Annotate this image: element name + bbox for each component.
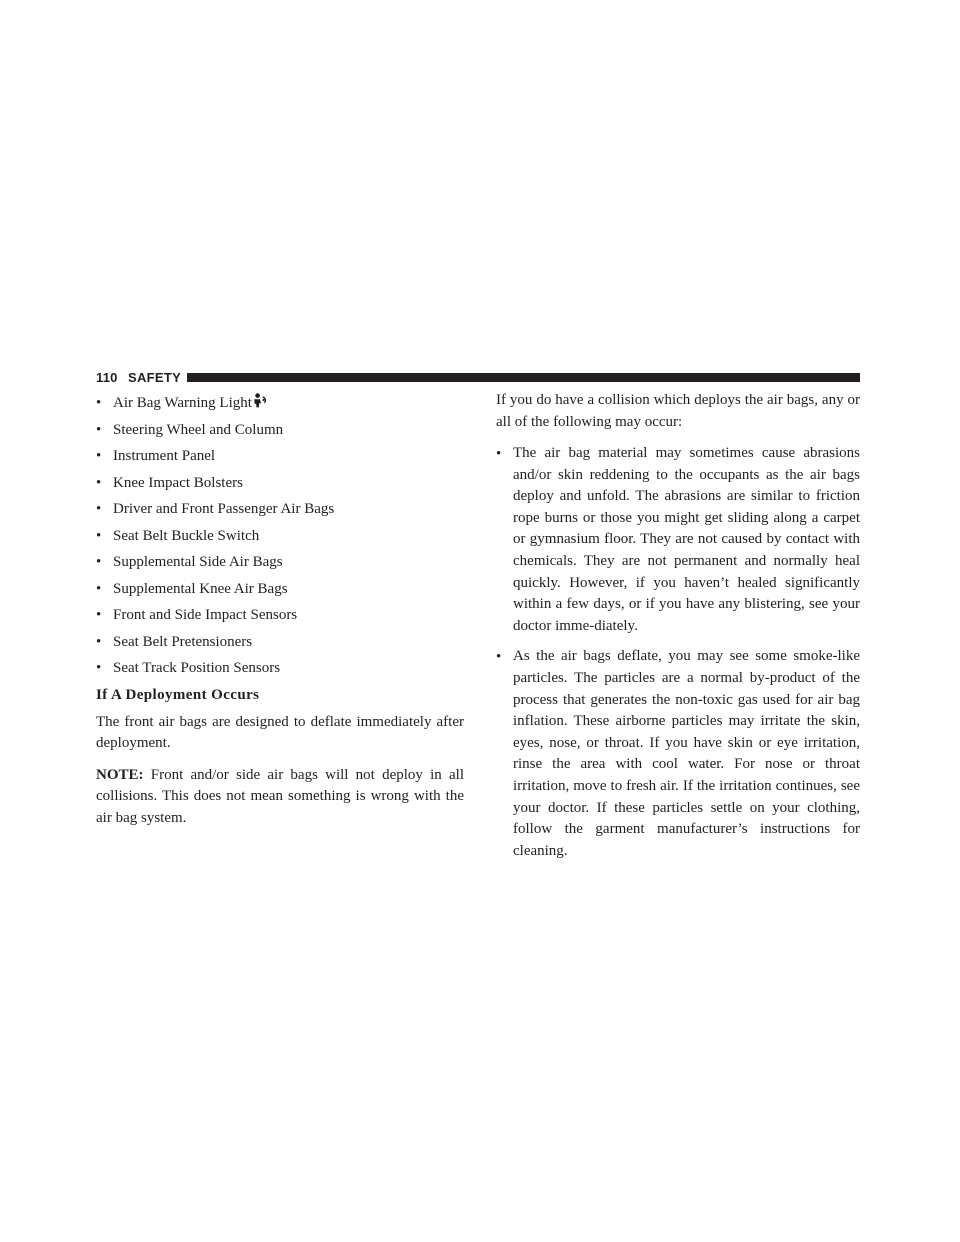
bullet: •: [96, 607, 102, 623]
effect-text: The air bag material may sometimes cause abrasions and/or skin reddening to the occupants as the air bags deploy and unfold. The abrasions are similar to friction rope burns or those you might get sliding along a carpet or gymnasium floor. They are not caused by contact with chemicals. They are not permanent and normally heal quickly. However, if you haven’t healed significantly within a few days, or if you have any blistering, see your doctor imme-diately.: [513, 445, 860, 634]
list-item-label: Seat Belt Pretensioners: [113, 633, 253, 650]
list-item-label: Air Bag Warning Light: [113, 395, 252, 411]
list-item: [96, 392, 464, 414]
list-item-label: Seat Track Position Sensors: [113, 660, 281, 676]
list-item: [96, 445, 464, 467]
left-column: [96, 392, 464, 839]
bullet: •: [96, 527, 102, 544]
list-item: [96, 498, 464, 520]
bullet: •: [96, 395, 102, 411]
list-item-label: Driver and Front Passenger Air Bags: [113, 501, 335, 517]
list-item-label: Supplemental Side Air Bags: [113, 554, 283, 570]
list-item-label: Front and Side Impact Sensors: [113, 607, 298, 623]
bullet: •: [96, 554, 102, 570]
bullet: •: [96, 474, 102, 491]
list-item: [96, 604, 464, 626]
effect-text: As the air bags deflate, you may see some smoke-like particles. The particles are a normal by-product of the process that generates the non-toxic gas used for air bag inflation. These airborne particles may irritate the skin, eyes, nose, or throat. If you have skin or eye irritation, rinse the area with cool water. For nose or throat irritation, move to fresh air. If the irritation continues, see your doctor. If these particles settle on your clothing, follow the garment manufacturer’s instructions for cleaning.: [513, 648, 860, 859]
component-list: [96, 392, 464, 679]
airbag-warning-icon: [253, 393, 267, 408]
list-item-label: Instrument Panel: [113, 448, 216, 464]
list-item-label: Steering Wheel and Column: [113, 421, 284, 438]
bullet: •: [96, 421, 102, 438]
deployment-heading: If A Deployment Occurs: [96, 686, 260, 703]
section-title: SAFETY: [128, 370, 182, 385]
list-item: [96, 578, 464, 600]
list-item: [496, 443, 860, 637]
bullet: •: [96, 501, 102, 517]
right-column: [496, 390, 860, 871]
list-item: [496, 646, 860, 862]
bullet: •: [496, 649, 502, 666]
header-rule: [187, 373, 860, 382]
effects-list: [496, 443, 860, 862]
note-label: NOTE:: [96, 766, 144, 783]
list-item: [96, 419, 464, 441]
bullet: •: [96, 660, 102, 676]
page-number: 110: [96, 370, 118, 385]
list-item-label: Seat Belt Buckle Switch: [113, 527, 260, 544]
note-paragraph: [96, 765, 464, 830]
deployment-paragraph: The front air bags are designed to deflate immediately after deployment.: [96, 713, 464, 751]
bullet: •: [96, 580, 102, 597]
bullet: •: [496, 446, 502, 462]
list-item: [96, 631, 464, 653]
list-item-label: Supplemental Knee Air Bags: [113, 580, 288, 597]
page-header: [96, 370, 860, 386]
bullet: •: [96, 448, 102, 464]
bullet: •: [96, 633, 102, 650]
list-item: [96, 472, 464, 494]
list-item: [96, 525, 464, 547]
list-item: [96, 657, 464, 679]
list-item: [96, 551, 464, 573]
collision-intro: If you do have a collision which deploys the air bags, any or all of the following may occur:: [496, 392, 860, 430]
note-text: Front and/or side air bags will not deploy in all collisions. This does not mean something is wrong with the air bag system.: [96, 766, 464, 826]
list-item-label: Knee Impact Bolsters: [113, 474, 243, 491]
